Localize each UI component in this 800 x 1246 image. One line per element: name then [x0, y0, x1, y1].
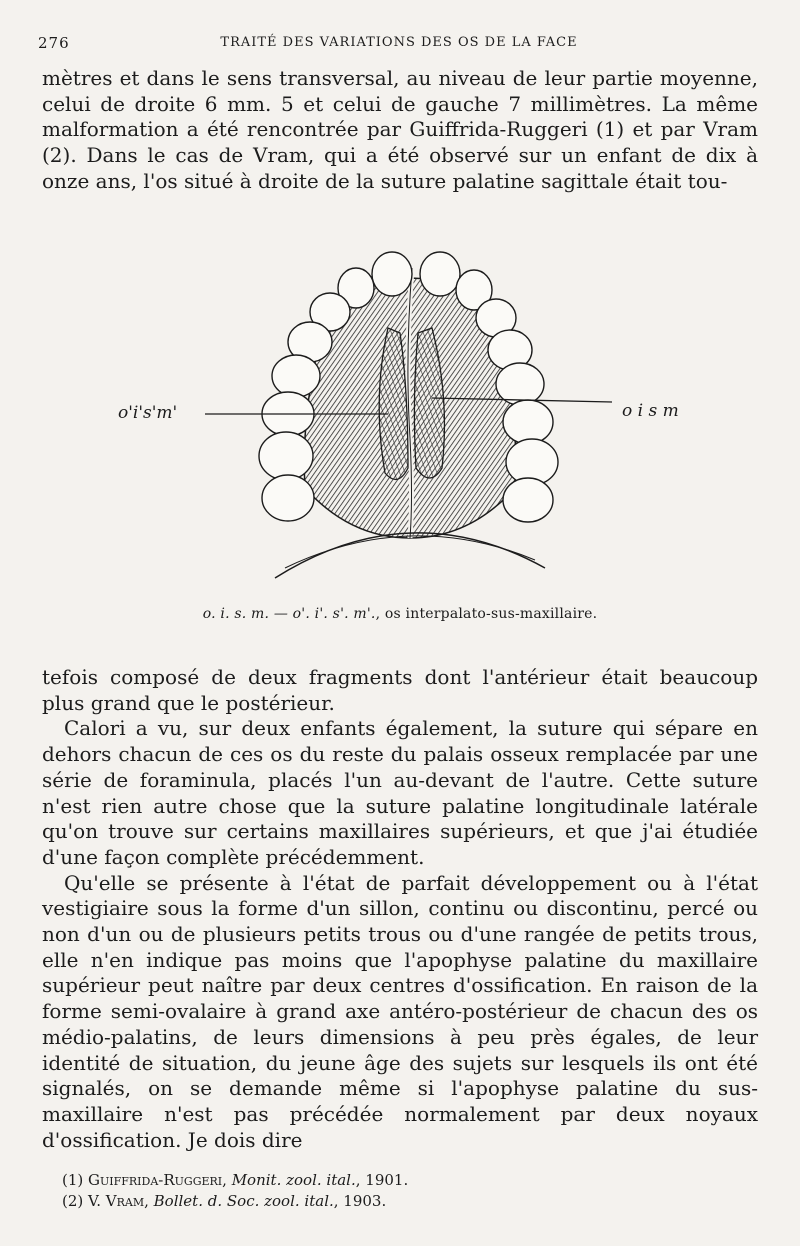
figure-label-left: o'i's'm' [118, 403, 178, 423]
body-text-top [42, 66, 758, 195]
footnote-year: , 1903. [333, 1192, 387, 1210]
figure-label-right: o i s m [622, 401, 679, 421]
footnote-author: Guiffrida-Ruggeri [88, 1171, 223, 1189]
body-text-bottom [42, 665, 758, 1153]
palate-figure [0, 238, 800, 633]
footnotes [62, 1170, 752, 1212]
footnote-number: (1) [62, 1171, 84, 1189]
footnote-2: (2) V. Vram, Bollet. d. Soc. zool. ital., 1903. [62, 1192, 387, 1210]
paragraph-top: mètres et dans le sens transversal, au niveau de leur partie moyenne, celui de droite 6 mm. 5 et celui de gauche 7 millimètres. La même malformation a été rencontrée par Guiffrida-Ruggeri (1) et par Vram (2). Dans le cas de Vram, qui a été observé sur un enfant de dix à onze ans, l'os situé à droite de la suture palatine sagittale était tou- [42, 66, 758, 193]
footnote-year: , 1901. [355, 1171, 409, 1189]
running-head [38, 34, 760, 54]
palate-illustration [0, 238, 800, 633]
footnote-number: (2) [62, 1192, 84, 1210]
footnote-journal: Monit. zool. ital. [231, 1171, 356, 1189]
page-number: 276 [38, 34, 70, 52]
paragraph-ossification: Qu'elle se présente à l'état de parfait développement ou à l'état vestigiaire sous la forme d'un sillon, continu ou discontinu, percé ou non d'un ou de plusieurs petits trous ou d'une rangée de petits trous, elle n'en indique pas moins que l'apophyse palatine du maxillaire supérieur peut naître par deux centres d'ossification. En raison de la forme semi-ovalaire à grand axe antéro-postérieur de chacun des os médio-palatins, de leurs dimensions à peu près égales, de leur identité de situation, du jeune âge des sujets sur lesquels ils ont été signalés, on se demande même si l'apophyse palatine du sus-maxillaire n'est pas précédée normalement par deux noyaux d'ossification. Je dois dire [42, 870, 758, 1152]
caption-text: , os interpalato-sus-maxillaire. [375, 606, 598, 622]
footnote-journal: Bollet. d. Soc. zool. ital. [153, 1192, 334, 1210]
paragraph-calori: Calori a vu, sur deux enfants également, la suture qui sépare en dehors chacun de ces os du reste du palais osseux remplacée par une série de foraminula, placés l'un au-devant de l'autre. Cette suture n'est rien autre chose que la suture palatine longitudinale latérale qu'on trouve sur certains maxillaires supérieurs, et que j'ai étudiée d'une façon complète précédemment. [42, 716, 758, 869]
caption-abbreviation: o. i. s. m. — o'. i'. s'. m'. [202, 606, 376, 622]
running-title: TRAITÉ DES VARIATIONS DES OS DE LA FACE [220, 35, 578, 50]
footnote-1: (1) Guiffrida-Ruggeri, Monit. zool. ital., 1901. [62, 1171, 409, 1189]
figure-caption [0, 606, 800, 622]
paragraph-continued: tefois composé de deux fragments dont l'antérieur était beaucoup plus grand que le postérieur. [42, 665, 758, 715]
footnote-author: V. Vram [88, 1192, 145, 1210]
